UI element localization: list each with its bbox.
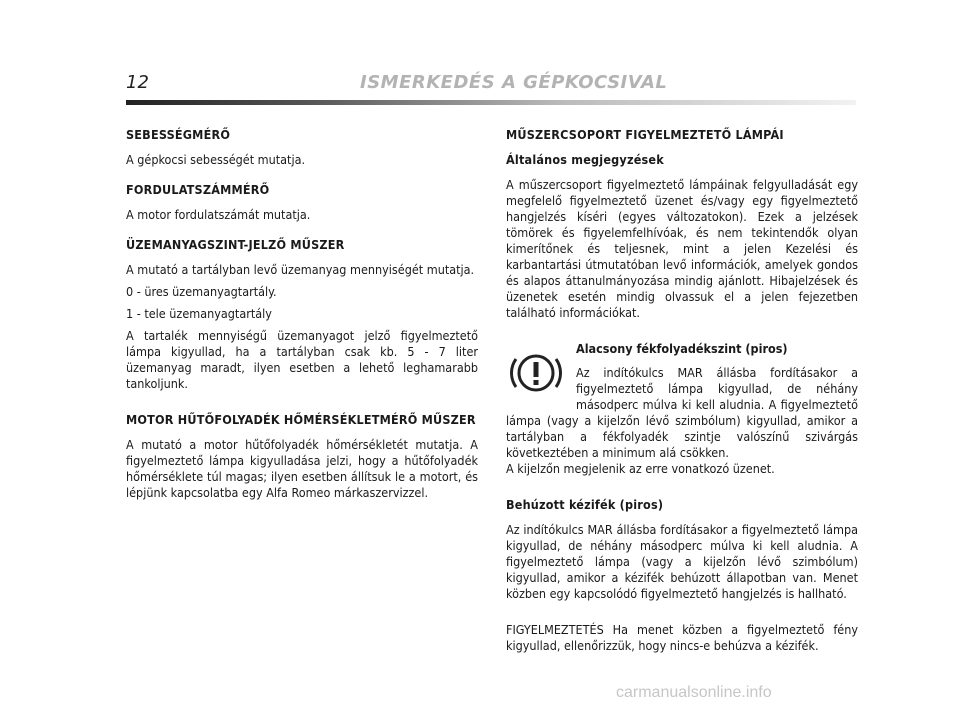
paragraph: A mutató a tartályban levő üzemanyag mennyiségét mutatja. xyxy=(126,262,475,277)
paragraph: A mutató a motor hűtőfolyadék hőmérsékletét mutatja. A figyelmeztető lámpa kigyulladása jelzi, hogy a hűtőfolyadék hőmérséklete túl magas; ilyen esetben állítsuk le a motort, és lépjünk kapcsolatba egy Alfa Romeo márkaszervizzel. xyxy=(126,437,478,500)
subsection-title-general-notes: Általános megjegyzések xyxy=(506,152,664,167)
section-title-coolant-gauge: MOTOR HŰTŐFOLYADÉK HŐMÉRSÉKLETMÉRŐ MŰSZER xyxy=(126,412,476,427)
page-number: 12 xyxy=(126,72,149,93)
paragraph: A műszercsoport figyelmeztető lámpáinak felgyulladását egy megfelelő figyelmeztető üzenet és/vagy egy figyelmeztető hangjelzés kíséri (egyes változatokon). Ezek a jelzések tömörek és figyelemfelhívóak, és nem tekintendők olyan kimerítőnek és teljesnek, mint a jelen Kezelési és karbantartási útmutatóban levő információk, amelyek gondos és alapos áttanulmányozása mindig ajánlott. Hibajelzések és üzenetek esetén mindig olvassuk el a jelen fejezetben található információkat. xyxy=(506,177,858,320)
brake-fluid-warning xyxy=(506,341,858,477)
header-rule xyxy=(126,100,856,105)
section-title-warning-lights: MŰSZERCSOPORT FIGYELMEZTETŐ LÁMPÁI xyxy=(506,127,784,142)
running-title: ISMERKEDÉS A GÉPKOCSIVAL xyxy=(360,72,668,93)
left-column xyxy=(126,127,478,507)
warning-note: FIGYELMEZTETÉS Ha menet közben a figyelmeztető fény kigyullad, ellenőrizzük, hogy nincs-e behúzva a kézifék. xyxy=(506,622,858,653)
paragraph: Az indítókulcs MAR állásba fordításakor a figyelmeztető lámpa kigyullad, de néhány másodperc múlva ki kell aludnia. A figyelmeztető lámpa (vagy a kijelzőn lévő szimbólum) kigyullad, amikor a kézifék behúzott állapotban van. Menet közben egy kapcsolódó figyelmeztető hangjelzés is hallható. xyxy=(506,522,858,601)
paragraph: Az indítókulcs MAR állásba fordításakor a figyelmeztető lámpa kigyullad, de néhány másodperc múlva ki kell aludnia. A figyelmeztető lámpa (vagy a kijelzőn lévő szimbólum) kigyullad, amikor a tartályban a fékfolyadék szintje valószínű szivárgás következtében a minimum alá csökken. xyxy=(506,365,858,460)
paragraph: A kijelzőn megjelenik az erre vonatkozó üzenet. xyxy=(506,461,775,476)
parking-brake-title: Behúzott kézifék (piros) xyxy=(506,497,664,512)
section-title-speedometer: SEBESSÉGMÉRŐ xyxy=(126,127,231,142)
paragraph: A tartalék mennyiségű üzemanyagot jelző figyelmeztető lámpa kigyullad, ha a tartályban csak kb. 5 - 7 liter üzemanyag maradt, ilyen esetben a lehető leghamarabb tankoljunk. xyxy=(126,328,478,391)
paragraph: 0 - üres üzemanyagtartály. xyxy=(126,284,277,299)
paragraph: A motor fordulatszámát mutatja. xyxy=(126,207,311,222)
section-title-rev-counter: FORDULATSZÁMMÉRŐ xyxy=(126,182,270,197)
paragraph: 1 - tele üzemanyagtartály xyxy=(126,306,272,321)
brake-fluid-title: Alacsony fékfolyadékszint (piros) xyxy=(576,341,788,356)
brake-warning-icon xyxy=(506,343,566,403)
paragraph: A gépkocsi sebességét mutatja. xyxy=(126,152,306,167)
section-title-fuel-gauge: ÜZEMANYAGSZINT-JELZŐ MŰSZER xyxy=(126,237,345,252)
right-column xyxy=(506,127,858,660)
watermark: carmanualsonline.info xyxy=(616,684,772,701)
